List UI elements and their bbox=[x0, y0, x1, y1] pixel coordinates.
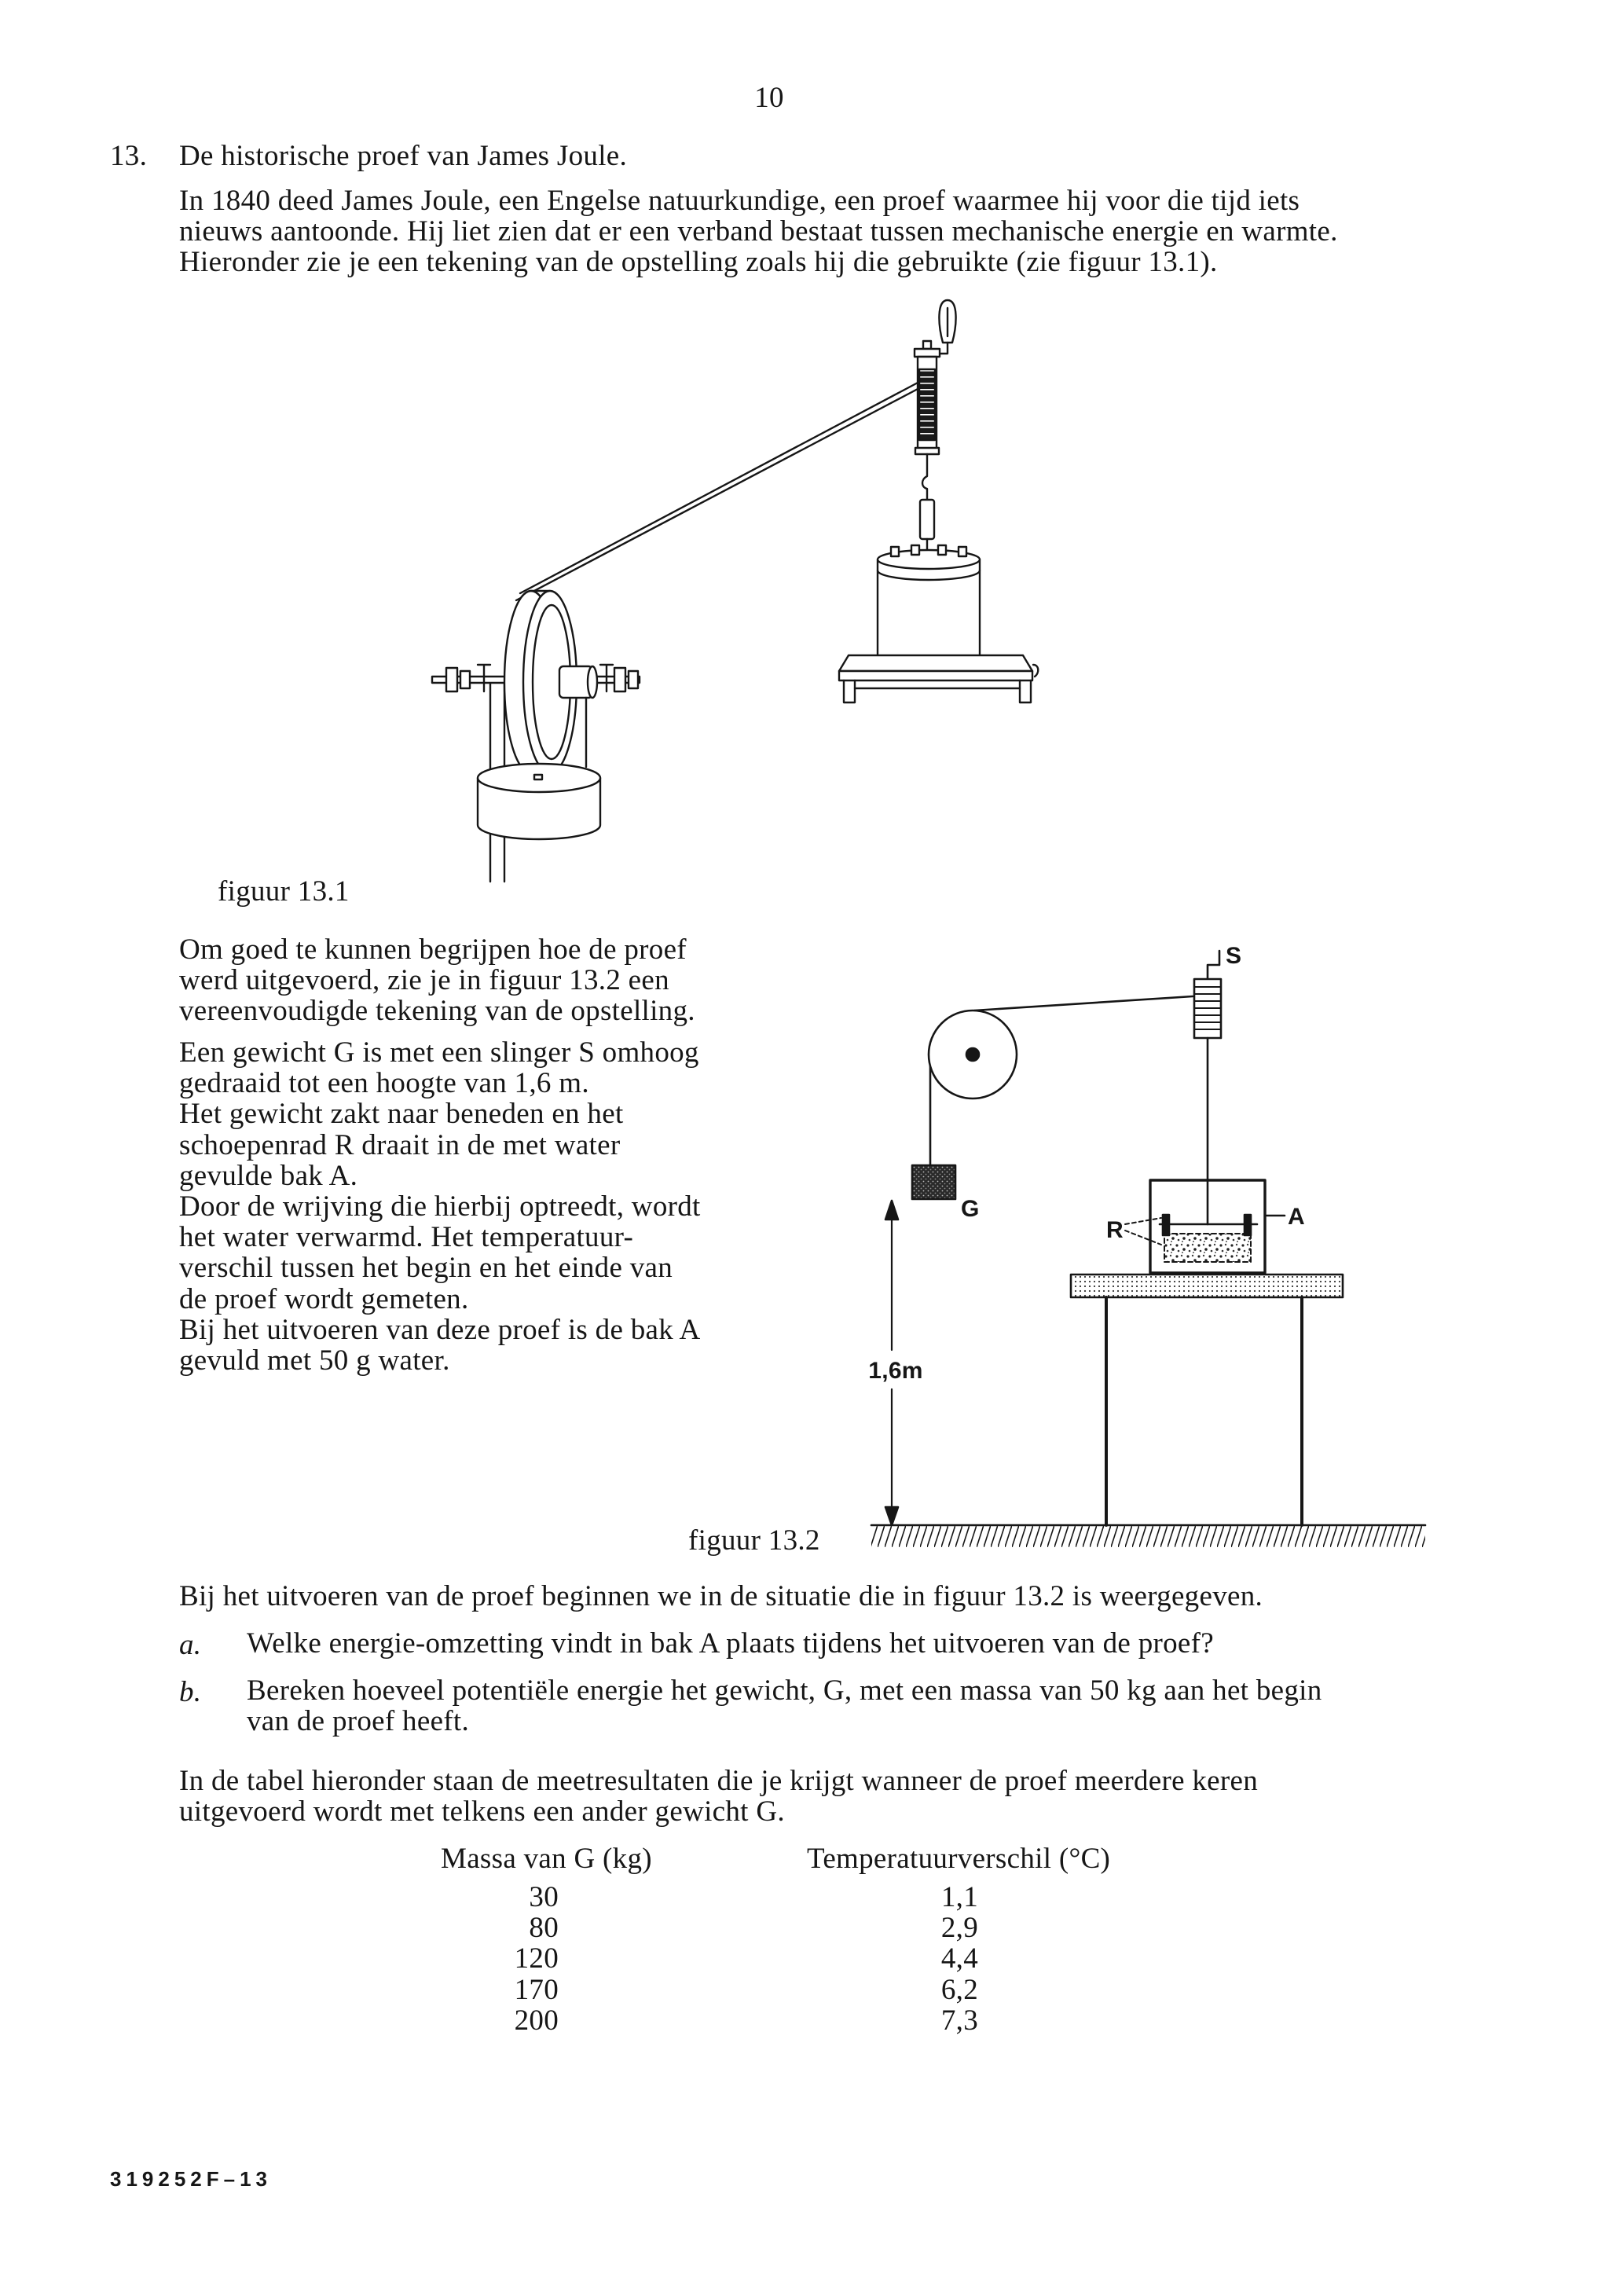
floor-hatch bbox=[871, 1525, 1425, 1547]
table-intro-line: uitgevoerd wordt met telkens een ander gewicht G. bbox=[179, 1795, 785, 1828]
label-R: R bbox=[1106, 1217, 1124, 1243]
explanation-line: schoepenrad R draait in de met water bbox=[179, 1128, 621, 1161]
question-number: 13. bbox=[110, 140, 148, 172]
intro-line: In 1840 deed James Joule, een Engelse natuurkundige, een proef waarmee hij voor die tijd iets bbox=[179, 185, 1300, 217]
subquestion-line: Welke energie-omzetting vindt in bak A plaats tijdens het uitvoeren van de proef? bbox=[247, 1627, 1214, 1660]
figure-13-2-schematic bbox=[856, 935, 1438, 1564]
subquestion-line: van de proef heeft. bbox=[247, 1705, 470, 1738]
paddle-wheel-R-right-blade bbox=[1245, 1215, 1251, 1235]
axle-nut-right bbox=[629, 671, 638, 688]
spring-windings bbox=[1194, 987, 1221, 1029]
subquestion-b-text bbox=[247, 1675, 1322, 1737]
table-top bbox=[1071, 1275, 1343, 1297]
intro-line: nieuws aantoonde. Hij liet zien dat er een verband bestaat tussen mechanische energie en warmte. bbox=[179, 215, 1338, 248]
explanation-line: Bij het uitvoeren van deze proef is de bak A bbox=[179, 1313, 701, 1346]
explanation-line: Een gewicht G is met een slinger S omhoog bbox=[179, 1036, 699, 1069]
footer-code: 319252F–13 bbox=[110, 2167, 273, 2191]
drum-top bbox=[478, 764, 600, 792]
table-column-mass bbox=[471, 1882, 559, 2036]
table-intro-line: In de tabel hieronder staan de meetresultaten die je krijgt wanneer de proef meerdere keren bbox=[179, 1765, 1259, 1797]
table-column-temperature bbox=[904, 1882, 978, 2036]
winch-knob bbox=[923, 341, 931, 349]
table-header-mass: Massa van G (kg) bbox=[441, 1843, 652, 1875]
table-cell-mass: 120 bbox=[514, 1942, 559, 1975]
intro-paragraph bbox=[179, 185, 1338, 278]
figure-13-2-caption: figuur 13.2 bbox=[688, 1524, 820, 1557]
subquestion-b-letter: b. bbox=[179, 1676, 202, 1708]
explanation-line: Om goed te kunnen begrijpen hoe de proef bbox=[179, 933, 687, 966]
explanation-paragraph-2 bbox=[179, 1037, 701, 1376]
label-S: S bbox=[1226, 943, 1242, 969]
table-cell-temperature: 7,3 bbox=[940, 2004, 978, 2037]
table-header-temperature: Temperatuurverschil (°C) bbox=[807, 1843, 1111, 1875]
explanation-line: gevulde bak A. bbox=[179, 1159, 358, 1192]
subquestion-a-letter: a. bbox=[179, 1629, 202, 1661]
axle-nut-left bbox=[460, 671, 470, 688]
rope-upper bbox=[520, 382, 919, 593]
table-cell-temperature: 6,2 bbox=[940, 1973, 978, 2006]
figure-13-1-joule-apparatus bbox=[409, 291, 1053, 896]
lid-knob bbox=[891, 547, 899, 556]
platform-front bbox=[839, 671, 1032, 680]
height-arrow-top-head bbox=[885, 1201, 898, 1220]
axle-clamp-right bbox=[614, 668, 625, 691]
explanation-line: werd uitgevoerd, zie je in figuur 13.2 een bbox=[179, 964, 669, 997]
axle-clamp-left bbox=[446, 668, 457, 691]
winch-coil bbox=[919, 369, 935, 440]
table-cell-mass: 80 bbox=[529, 1912, 559, 1945]
pulley-axle bbox=[966, 1048, 979, 1061]
paddle-wheel-water bbox=[1164, 1234, 1251, 1262]
table-cell-temperature: 4,4 bbox=[940, 1942, 978, 1975]
winch-top-plate bbox=[915, 349, 940, 357]
rope-to-spring bbox=[974, 996, 1193, 1010]
page-number: 10 bbox=[754, 82, 784, 114]
table-cell-mass: 170 bbox=[514, 1973, 559, 2006]
label-height: 1,6m bbox=[868, 1358, 923, 1384]
table-cell-mass: 200 bbox=[514, 2004, 559, 2037]
table-intro bbox=[179, 1766, 1258, 1827]
winch-hook bbox=[922, 454, 927, 500]
lid-knob bbox=[938, 545, 946, 555]
platform-top bbox=[839, 655, 1032, 671]
explanation-line: vereenvoudigde tekening van de opstelling. bbox=[179, 995, 695, 1028]
subquestion-a-text bbox=[247, 1628, 1214, 1659]
weight-G bbox=[912, 1165, 955, 1199]
subquestion-line: Bereken hoeveel potentiële energie het gewicht, G, met een massa van 50 kg aan het begin bbox=[247, 1674, 1322, 1707]
situation-text: Bij het uitvoeren van de proef beginnen we in de situatie die in figuur 13.2 is weergegeven. bbox=[179, 1580, 1263, 1612]
platform-curl bbox=[1033, 665, 1038, 677]
paddle-wheel-R-left-blade bbox=[1163, 1215, 1169, 1235]
figure-13-1-caption: figuur 13.1 bbox=[218, 875, 350, 908]
rope-lower bbox=[516, 388, 919, 600]
explanation-line: verschil tussen het begin en het einde van bbox=[179, 1252, 673, 1285]
label-R-pointer bbox=[1125, 1218, 1161, 1245]
calorimeter-body bbox=[878, 559, 980, 668]
explanation-line: het water verwarmd. Het temperatuur- bbox=[179, 1221, 634, 1254]
table-cell-mass: 30 bbox=[529, 1881, 559, 1913]
explanation-line: Het gewicht zakt naar beneden en het bbox=[179, 1098, 624, 1131]
explanation-line: de proef wordt gemeten. bbox=[179, 1282, 469, 1315]
label-A: A bbox=[1288, 1204, 1305, 1230]
table-cell-temperature: 1,1 bbox=[940, 1881, 978, 1913]
wheel-hub-end bbox=[588, 666, 597, 698]
table-cell-temperature: 2,9 bbox=[940, 1912, 978, 1945]
winch-bottom-plate bbox=[915, 448, 939, 454]
connector-cylinder bbox=[920, 500, 934, 539]
explanation-line: gevuld met 50 g water. bbox=[179, 1344, 450, 1377]
lid-knob bbox=[911, 545, 919, 555]
platform-leg-right bbox=[1020, 680, 1031, 702]
height-arrow-bottom-head bbox=[885, 1507, 898, 1525]
platform-leg-left bbox=[844, 680, 855, 702]
label-G: G bbox=[961, 1196, 980, 1222]
crank-S bbox=[1208, 951, 1219, 979]
explanation-line: gedraaid tot een hoogte van 1,6 m. bbox=[179, 1067, 589, 1100]
explanation-line: Door de wrijving die hierbij optreedt, wordt bbox=[179, 1190, 701, 1223]
question-title: De historische proef van James Joule. bbox=[179, 140, 628, 172]
explanation-paragraph-1 bbox=[179, 934, 695, 1027]
intro-line: Hieronder zie je een tekening van de opstelling zoals hij die gebruikte (zie figuur 13.1). bbox=[179, 246, 1218, 279]
lid-knob bbox=[959, 547, 966, 556]
